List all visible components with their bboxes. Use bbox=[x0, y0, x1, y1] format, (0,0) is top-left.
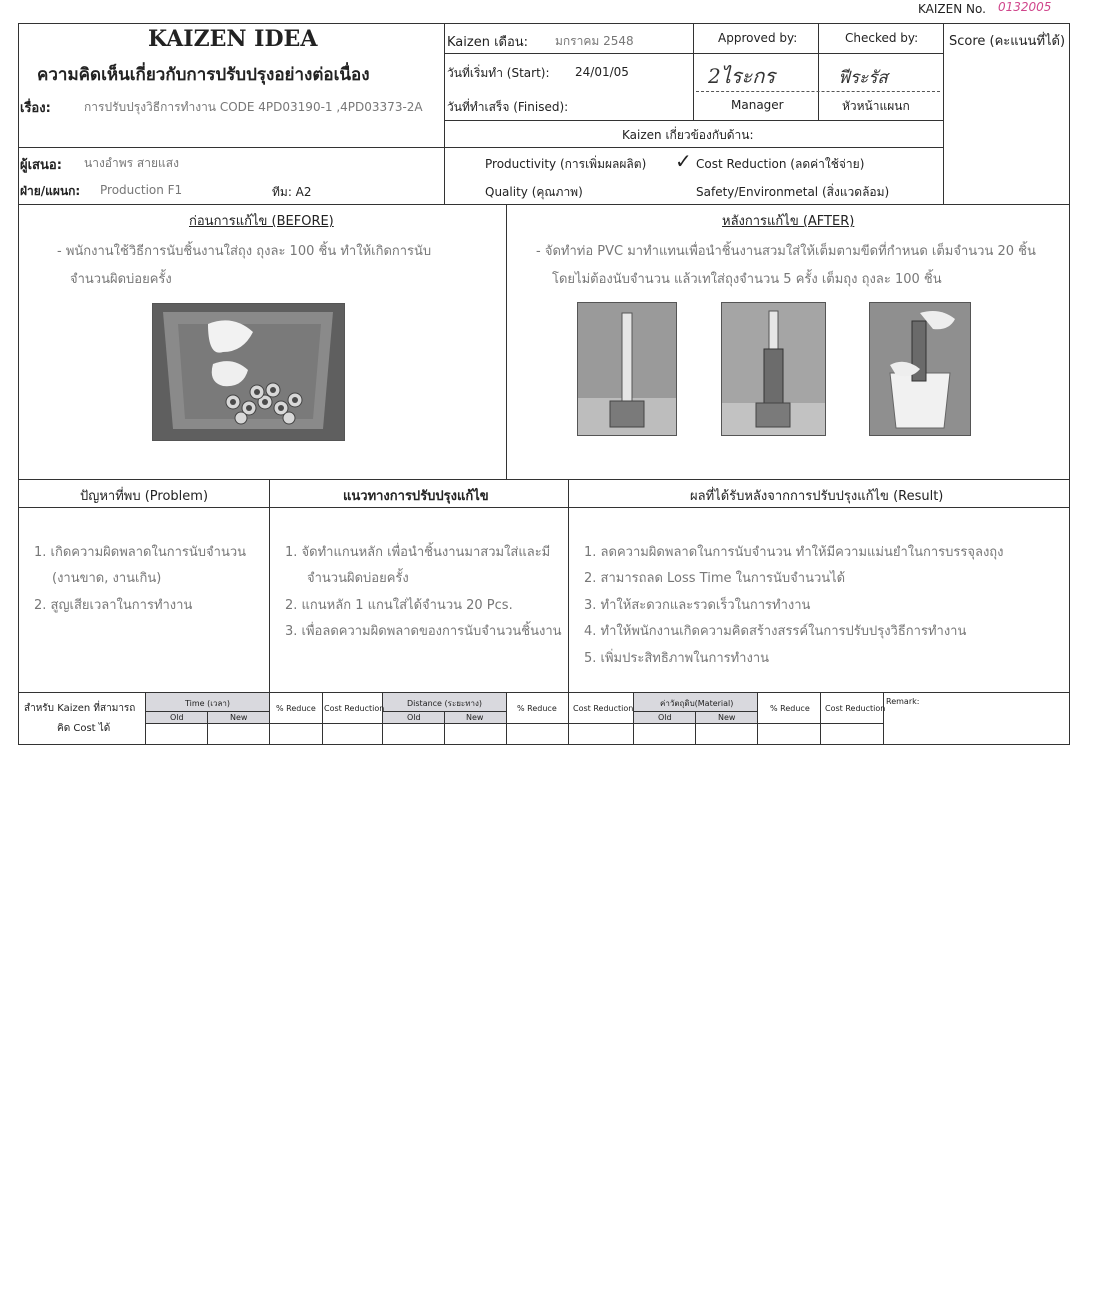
month-value: มกราคม 2548 bbox=[555, 34, 634, 48]
start-value: 24/01/05 bbox=[575, 65, 629, 79]
month-label: Kaizen เดือน: bbox=[447, 35, 529, 50]
cost-row-label-1: สำหรับ Kaizen ที่สามารถ bbox=[24, 703, 136, 714]
section-line-2 bbox=[18, 507, 1070, 508]
start-label: วันที่เริ่มทำ (Start): bbox=[447, 66, 550, 80]
page-title: KAIZEN IDEA bbox=[148, 26, 318, 52]
problem-item: 2. สูญเสียเวลาในการทำงาน bbox=[34, 598, 193, 613]
section-line-1 bbox=[18, 479, 1070, 480]
distance-cost-reduction: Cost Reduction bbox=[573, 704, 634, 713]
result-item: 2. สามารถลด Loss Time ในการนับจำนวนได้ bbox=[584, 571, 846, 586]
check-icon: ✓ bbox=[675, 149, 692, 173]
material-cost-reduction: Cost Reduction bbox=[825, 704, 886, 713]
after-photo-1 bbox=[577, 302, 677, 436]
checked-signature: ฟีระรัส bbox=[838, 68, 888, 88]
checked-divider bbox=[818, 23, 819, 120]
result-item: 4. ทำให้พนักงานเกิดความคิดสร้างสรรค์ในการปรับปรุงวิธีการทำงาน bbox=[584, 624, 967, 639]
approved-by-label: Approved by: bbox=[718, 31, 798, 45]
distance-new: New bbox=[466, 713, 484, 722]
before-heading: ก่อนการแก้ไข (BEFORE) bbox=[189, 214, 334, 229]
cost-row-label-2: คิด Cost ได้ bbox=[57, 723, 111, 734]
distance-old: Old bbox=[407, 713, 421, 722]
cost-col-line bbox=[757, 693, 758, 745]
approved-signature: 2ไระกร bbox=[708, 64, 776, 88]
cost-reduction-label: Cost Reduction (ลดค่าใช้จ่าย) bbox=[696, 157, 865, 171]
cost-row-line bbox=[633, 711, 757, 712]
approach-item: 3. เพื่อลดความผิดพลาดของการนับจำนวนชิ้นงาน bbox=[285, 624, 562, 639]
cost-col-line bbox=[444, 712, 445, 745]
subject-value: การปรับปรุงวิธีการทำงาน CODE 4PD03190-1 ,4PD03373-2A bbox=[84, 100, 423, 114]
material-old: Old bbox=[658, 713, 672, 722]
before-text-line1: - พนักงานใช้วิธีการนับชิ้นงานใส่ถุง ถุงละ 100 ชิ้น ทำให้เกิดการนับ bbox=[57, 244, 432, 259]
quality-label: Quality (คุณภาพ) bbox=[485, 185, 583, 199]
problem-item: (งานขาด, งานเกิน) bbox=[52, 571, 162, 586]
page-subtitle: ความคิดเห็นเกี่ยวกับการปรับปรุงอย่างต่อเนื่อง bbox=[37, 65, 370, 85]
approach-item: 2. แกนหลัก 1 แกนใส่ได้จำนวน 20 Pcs. bbox=[285, 598, 513, 613]
result-item: 5. เพิ่มประสิทธิภาพในการทำงาน bbox=[584, 651, 770, 666]
cost-col-line bbox=[633, 693, 634, 745]
frame-right bbox=[1069, 23, 1070, 745]
frame-left bbox=[18, 23, 19, 745]
after-photo-3 bbox=[869, 302, 971, 436]
after-text-line2: โดยไม่ต้องนับจำนวน แล้วเทใส่ถุงจำนวน 5 ครั้ง เต็มถุง ถุงละ 100 ชิ้น bbox=[552, 272, 942, 287]
problem-heading: ปัญหาที่พบ (Problem) bbox=[80, 489, 209, 504]
time-reduce: % Reduce bbox=[276, 704, 316, 713]
proposer-label: ผู้เสนอ: bbox=[20, 158, 62, 173]
header-divider bbox=[444, 23, 445, 204]
time-header: Time (เวลา) bbox=[185, 699, 230, 708]
before-text-line2: จำนวนผิดบ่อยครั้ง bbox=[70, 272, 172, 287]
cost-col-line bbox=[695, 712, 696, 745]
checked-by-label: Checked by: bbox=[845, 31, 919, 45]
score-label: Score (คะแนนที่ได้) bbox=[949, 34, 1066, 49]
approach-item: จำนวนผิดบ่อยครั้ง bbox=[307, 571, 409, 586]
cost-col-line bbox=[506, 693, 507, 745]
before-after-divider bbox=[506, 204, 507, 479]
approved-divider bbox=[693, 23, 694, 120]
time-new: New bbox=[230, 713, 248, 722]
frame-top bbox=[18, 23, 1070, 24]
material-new: New bbox=[718, 713, 736, 722]
header-bottom-line bbox=[18, 204, 1070, 205]
related-label: Kaizen เกี่ยวข้องกับด้าน: bbox=[622, 128, 754, 142]
distance-reduce: % Reduce bbox=[517, 704, 557, 713]
safety-label: Safety/Environmetal (สิ่งแวดล้อม) bbox=[696, 185, 890, 199]
time-old: Old bbox=[170, 713, 184, 722]
time-cost-reduction: Cost Reduction bbox=[324, 704, 385, 713]
cost-col-line bbox=[568, 693, 569, 745]
dept-label: ฝ่าย/แผนก: bbox=[20, 184, 81, 198]
approach-divider bbox=[568, 479, 569, 693]
after-photo-2 bbox=[721, 302, 826, 436]
after-heading: หลังการแก้ไข (AFTER) bbox=[722, 214, 855, 229]
distance-header: Distance (ระยะทาง) bbox=[407, 699, 483, 708]
productivity-label: Productivity (การเพิ่มผลผลิต) bbox=[485, 157, 647, 171]
kaizen-no-label: KAIZEN No. bbox=[918, 2, 986, 16]
cost-col-line bbox=[382, 693, 383, 745]
approach-item: 1. จัดทำแกนหลัก เพื่อนำชิ้นงานมาสวมใส่และมี bbox=[285, 545, 551, 560]
cost-row-line bbox=[382, 711, 506, 712]
frame-bottom bbox=[18, 744, 1070, 745]
cost-col-line bbox=[322, 693, 323, 745]
cost-col-line bbox=[269, 693, 270, 745]
cost-col-line bbox=[820, 693, 821, 745]
cost-row-line bbox=[145, 711, 269, 712]
remark-label: Remark: bbox=[886, 697, 920, 706]
after-text-line1: - จัดทำท่อ PVC มาทำแทนเพื่อนำชิ้นงานสวมใส่ให้เต็มตามขีดที่กำหนด เต็มจำนวน 20 ชิ้น bbox=[536, 244, 1036, 259]
dept-value: Production F1 bbox=[100, 183, 183, 197]
score-divider bbox=[943, 23, 944, 204]
header-row-line-2 bbox=[444, 120, 944, 121]
subject-label: เรื่อง: bbox=[20, 101, 51, 116]
material-reduce: % Reduce bbox=[770, 704, 810, 713]
header-row-line-1 bbox=[444, 53, 944, 54]
result-heading: ผลที่ได้รับหลังจากการปรับปรุงแก้ไข (Result) bbox=[690, 489, 944, 504]
kaizen-no-value: 0132005 bbox=[998, 0, 1052, 14]
checked-role: หัวหน้าแผนก bbox=[842, 99, 910, 113]
material-header: ค่าวัตถุดิบ(Material) bbox=[660, 699, 734, 708]
finish-label: วันที่ทำเสร็จ (Finised): bbox=[447, 100, 569, 114]
cost-col-line bbox=[883, 693, 884, 745]
problem-divider bbox=[269, 479, 270, 693]
cost-col-line bbox=[145, 693, 146, 745]
team-label: ทีม: A2 bbox=[272, 185, 312, 199]
approved-role: Manager bbox=[731, 98, 784, 112]
result-item: 1. ลดความผิดพลาดในการนับจำนวน ทำให้มีความแม่นยำในการบรรจุลงถุง bbox=[584, 545, 1004, 560]
cost-col-line bbox=[207, 712, 208, 745]
approach-heading: แนวทางการปรับปรุงแก้ไข bbox=[343, 489, 489, 504]
cost-row-line bbox=[145, 723, 884, 724]
header-row-line-3 bbox=[18, 147, 944, 148]
result-item: 3. ทำให้สะดวกและรวดเร็วในการทำงาน bbox=[584, 598, 811, 613]
proposer-value: นางอำพร สายแสง bbox=[84, 156, 179, 170]
before-photo bbox=[152, 303, 345, 441]
problem-item: 1. เกิดความผิดพลาดในการนับจำนวน bbox=[34, 545, 247, 560]
